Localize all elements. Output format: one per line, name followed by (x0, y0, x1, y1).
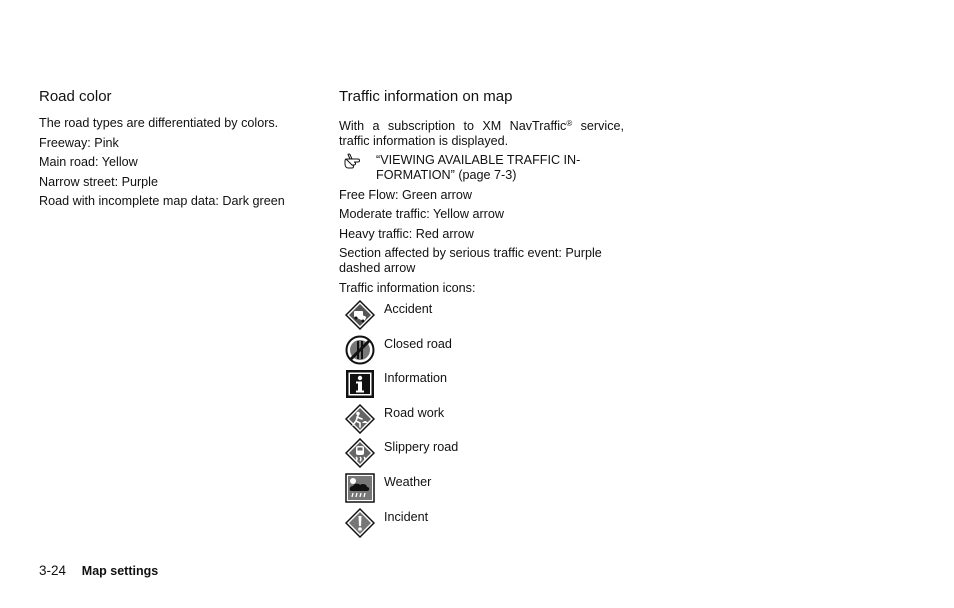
icon-label: Weather (384, 474, 432, 489)
accident-icon (345, 300, 375, 330)
road-color-main-road: Main road: Yellow (39, 155, 138, 169)
traffic-heavy: Heavy traffic: Red arrow (339, 226, 474, 241)
pointing-hand-icon (344, 153, 368, 169)
icon-label: Incident (384, 509, 429, 524)
road-color-incomplete-data: Road with incomplete map data: Dark green (39, 194, 285, 208)
icon-label: Road work (384, 405, 445, 420)
icon-label: Accident (384, 302, 433, 316)
list-item (339, 508, 624, 543)
list-item (339, 473, 624, 508)
traffic-serious-event: Section affected by serious traffic event: Purple dashed arrow (339, 246, 602, 275)
traffic-icon-list (339, 300, 624, 542)
list-item (339, 438, 624, 473)
traffic-moderate: Moderate traffic: Yellow arrow (339, 207, 504, 221)
section-title: Map settings (81, 564, 159, 578)
traffic-free-flow: Free Flow: Green arrow (339, 187, 472, 202)
intro-text-end: service, traffic information is displayed. (339, 119, 624, 148)
traffic-info-intro (339, 116, 624, 149)
slippery-road-icon (345, 438, 375, 468)
road-color-section (39, 88, 309, 214)
icon-label: Information (384, 371, 447, 386)
incident-icon (345, 508, 375, 538)
weather-icon (345, 473, 375, 503)
page-footer (39, 563, 158, 579)
information-icon (345, 369, 375, 399)
list-item (339, 369, 624, 404)
icon-label: Closed road (384, 336, 452, 351)
traffic-icons-heading: Traffic information icons: (339, 280, 476, 295)
registered-mark: ® (566, 119, 573, 128)
intro-text-start: With a subscription to XM NavTraffic (339, 119, 567, 133)
road-color-narrow-street: Narrow street: Purple (39, 174, 158, 189)
traffic-info-section (339, 88, 624, 542)
traffic-info-heading: Traffic information on map (339, 88, 513, 105)
icon-label: Slippery road (384, 440, 459, 455)
road-work-icon (345, 404, 375, 434)
road-color-intro: The road types are differentiated by colors. (39, 116, 279, 130)
reference-link[interactable]: “VIEWING AVAILABLE TRAFFIC IN-FORMATION” (page 7-3) (376, 152, 581, 182)
list-item (339, 335, 624, 370)
cross-reference (344, 153, 624, 183)
closed-road-icon (345, 335, 375, 365)
list-item (339, 300, 624, 335)
page-number: 3-24 (39, 563, 67, 578)
road-color-freeway: Freeway: Pink (39, 135, 119, 150)
list-item (339, 404, 624, 439)
road-color-heading: Road color (39, 88, 112, 105)
